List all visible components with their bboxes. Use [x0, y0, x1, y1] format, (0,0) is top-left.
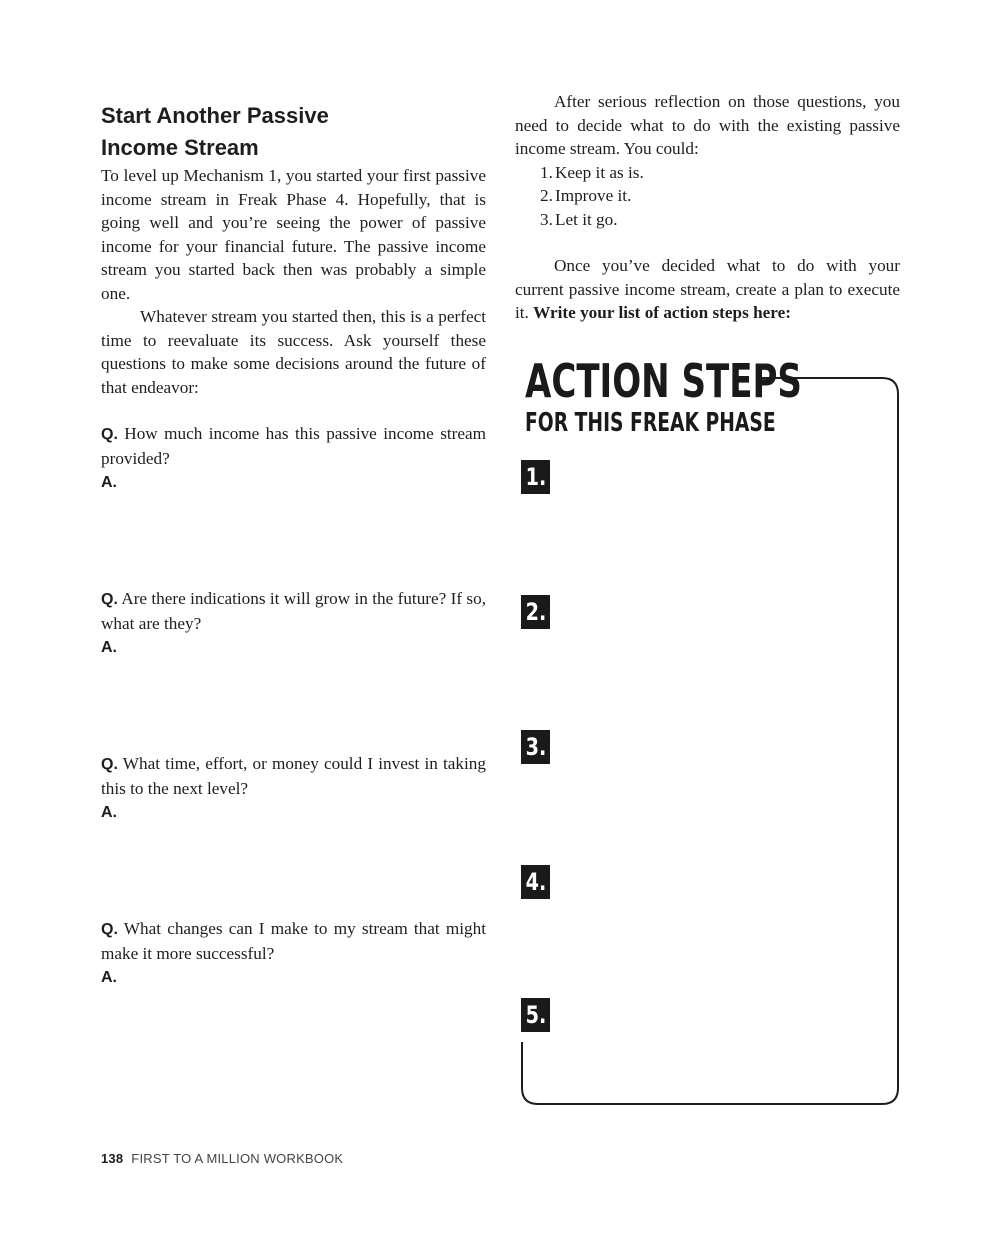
heading-line-2: Income Stream: [101, 135, 259, 160]
question-text: Are there indications it will grow in the future? If so, what are they?: [101, 589, 486, 633]
action-steps-subtitle: FOR THIS FREAK PHASE: [525, 408, 776, 438]
list-item: 1. Keep it as is.: [540, 162, 644, 182]
reevaluate-paragraph: Whatever stream you started then, this is a perfect time to reevaluate its success. Ask yourself these questions to make some decisions around the future of that endeavor:: [101, 307, 486, 397]
q-label: Q.: [101, 591, 118, 608]
step-number-3: 3.: [521, 730, 550, 764]
a-label: A.: [101, 804, 117, 821]
q-label: Q.: [101, 756, 118, 773]
list-item: 3. Let it go.: [540, 209, 618, 229]
a-label: A.: [101, 474, 117, 491]
action-steps-title: ACTION STEPS: [525, 354, 802, 408]
question-text: What changes can I make to my stream that might make it more successful?: [101, 919, 486, 963]
question-text: How much income has this passive income stream provided?: [101, 424, 487, 468]
instruction-bold: Write your list of action steps here:: [533, 303, 791, 322]
step-5-area[interactable]: [560, 998, 880, 1098]
step-1-area[interactable]: [560, 460, 880, 560]
step-number-1: 1.: [521, 460, 550, 494]
intro-paragraph: To level up Mechanism 1, you started your first passive income stream in Freak Phase 4. Hopefully, that is going well and you’re seeing the power of passive income for your financial future. The passive income stream you started back then was probably a simple one.: [101, 166, 486, 303]
step-number-5: 5.: [521, 998, 550, 1032]
reflection-paragraph: After serious reflection on those questions, you need to decide what to do with the existing passive income stream. You could:: [515, 92, 900, 158]
q-label: Q.: [101, 426, 118, 443]
question-text: What time, effort, or money could I invest in taking this to the next level?: [101, 754, 486, 798]
plan-paragraph: Once you’ve decided what to do with your current passive income stream, create a plan to execute it. Write your list of action steps here:: [515, 256, 900, 322]
step-4-area[interactable]: [560, 865, 880, 965]
page-number: 138: [101, 1151, 124, 1166]
step-number-4: 4.: [521, 865, 550, 899]
step-number-2: 2.: [521, 595, 550, 629]
book-title: FIRST TO A MILLION WORKBOOK: [131, 1151, 344, 1166]
a-label: A.: [101, 969, 117, 986]
q-label: Q.: [101, 921, 118, 938]
list-item: 2. Improve it.: [540, 186, 632, 205]
a-label: A.: [101, 639, 117, 656]
heading-line-1: Start Another Passive: [101, 103, 329, 128]
page-footer: [101, 1151, 343, 1166]
step-3-area[interactable]: [560, 730, 880, 830]
step-2-area[interactable]: [560, 595, 880, 695]
